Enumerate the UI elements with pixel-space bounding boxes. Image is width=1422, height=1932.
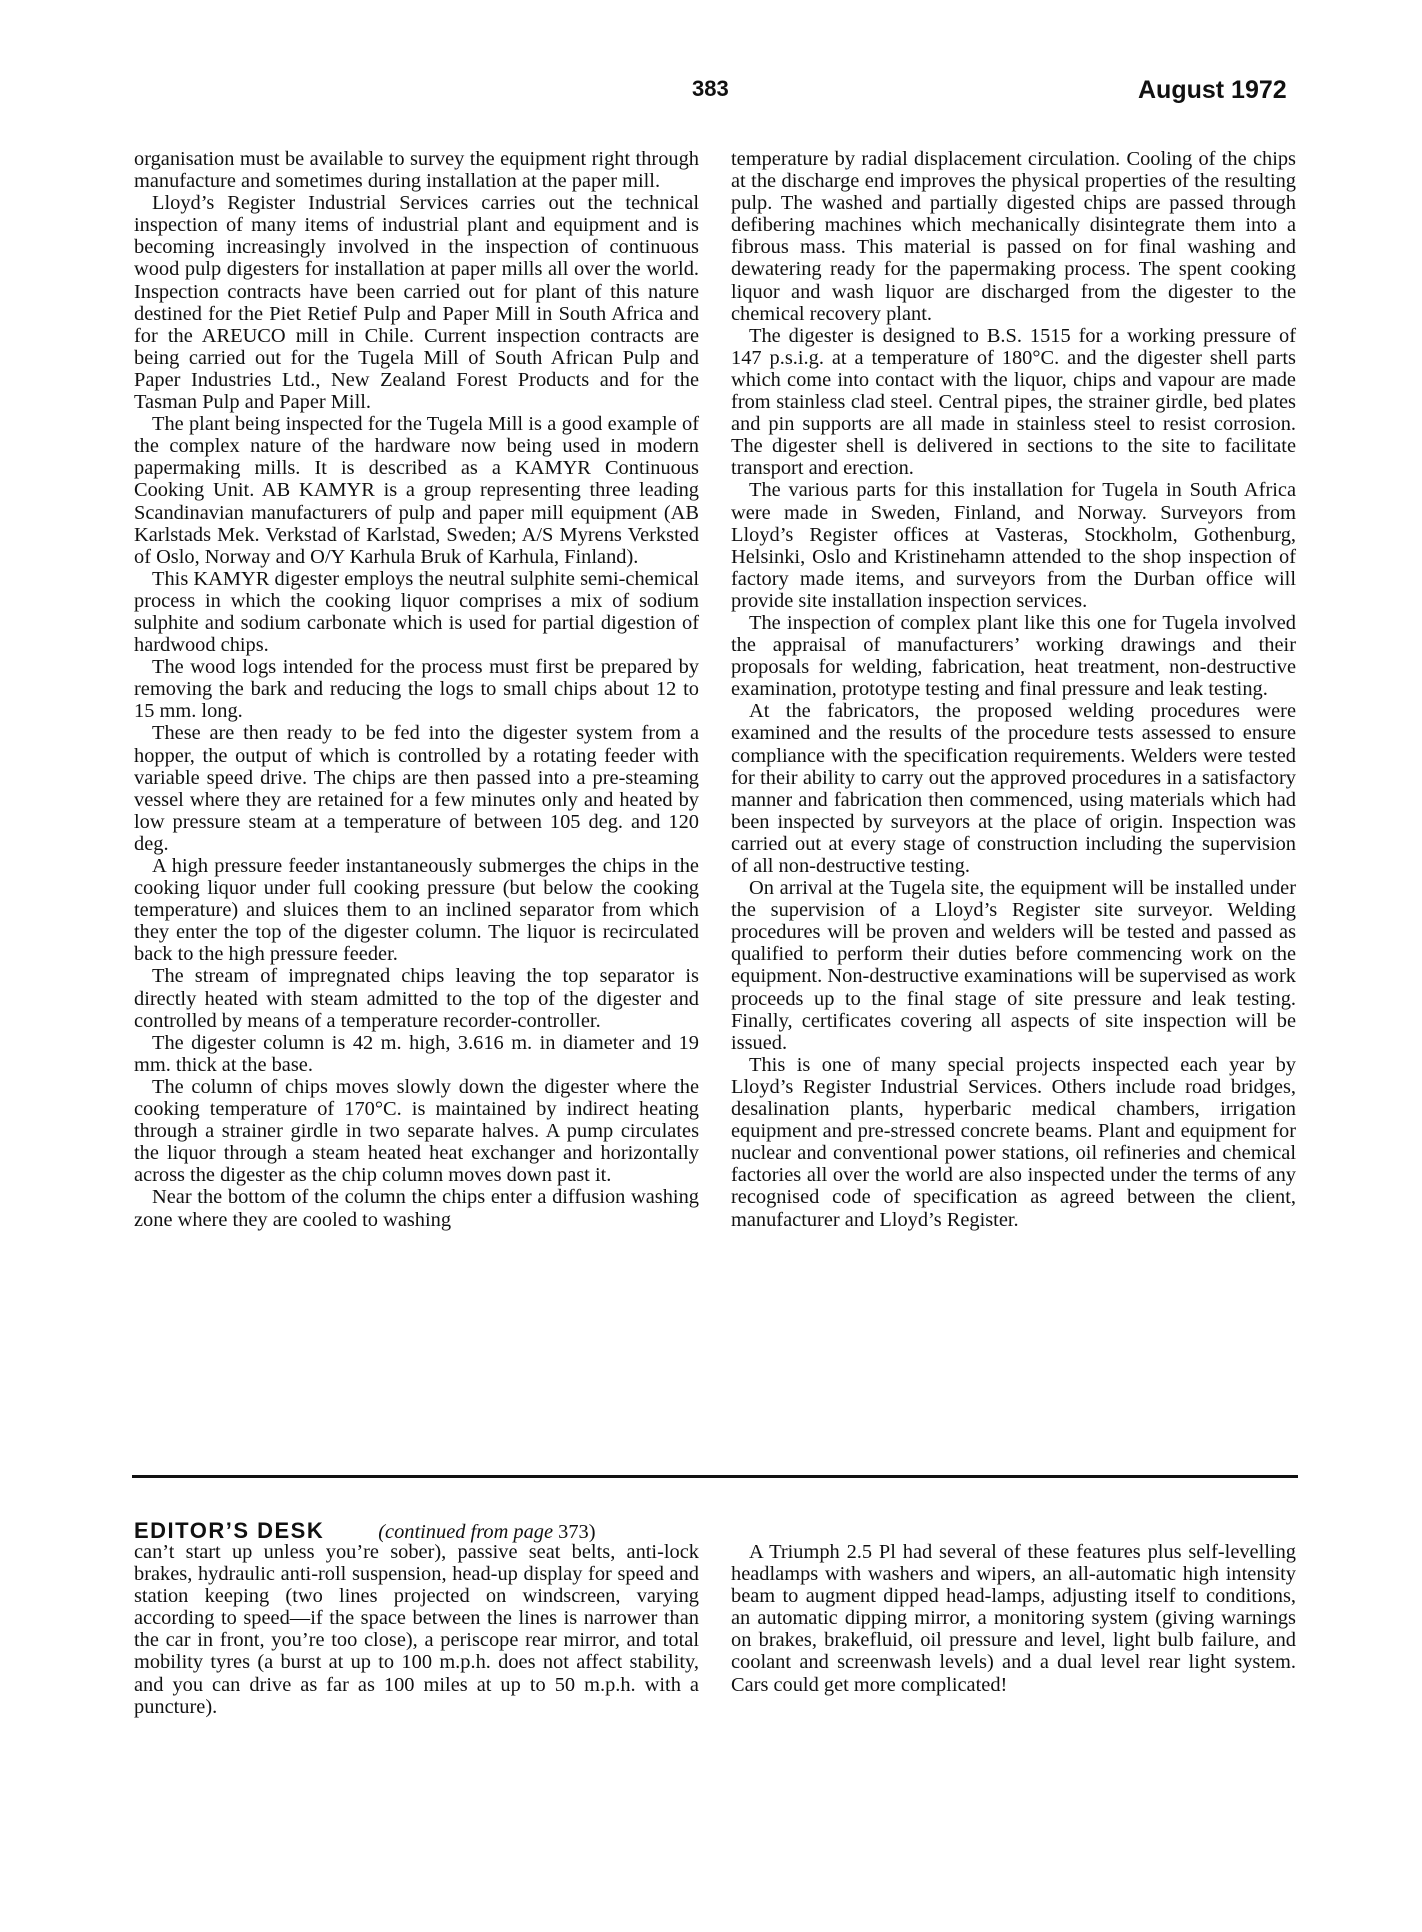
continued-label: (continued from page xyxy=(378,1521,554,1543)
article-paragraph: organisation must be available to survey the equipment right through manufacture and sometimes during installation at the paper mill. xyxy=(134,148,699,193)
article-paragraph: This is one of many special projects inspected each year by Lloyd’s Register Industrial Services. Others include road bridges, desalination plants, hyperbaric medical chambers, irrigation equipment and pre-stressed concrete beams. Plant and equipment for nuclear and conventional power stations, oil refineries and chemical factories all over the world are also inspected under the terms of any recognised code of specification as agreed between the client, manufacturer and Lloyd’s Register. xyxy=(731,1053,1296,1231)
article-left-column xyxy=(134,148,699,1231)
editors-desk-title: EDITOR’S DESK xyxy=(134,1518,325,1543)
article-paragraph: The digester is designed to B.S. 1515 for a working pressure of 147 p.s.i.g. at a temperature of 180°C. and the digester shell parts which come into contact with the liquor, chips and vapour are made from stainless clad steel. Central pipes, the strainer girdle, bed plates and pin supports are all made in stainless steel to resist corrosion. The digester shell is delivered in sections to the site to facilitate transport and erection. xyxy=(731,324,1296,480)
editors-desk-right-column xyxy=(731,1541,1296,1696)
editors-desk-left-column xyxy=(134,1541,699,1718)
page-header xyxy=(0,76,1422,110)
article-right-column xyxy=(731,148,1296,1231)
article-paragraph: temperature by radial displacement circulation. Cooling of the chips at the discharge end improves the physical properties of the resulting pulp. The washed and partially digested chips are passed through defibering machines which mechanically disintegrate them into a fibrous mass. This material is passed on for final washing and dewatering ready for the papermaking process. The spent cooking liquor and wash liquor are discharged from the digester to the chemical recovery plant. xyxy=(731,148,1296,325)
article-paragraph: The wood logs intended for the process must first be prepared by removing the bark and reducing the logs to small chips about 12 to 15 mm. long. xyxy=(134,656,699,723)
article-paragraph: The digester column is 42 m. high, 3.616 m. in diameter and 19 mm. thick at the base. xyxy=(134,1031,699,1076)
article-paragraph: The plant being inspected for the Tugela Mill is a good example of the complex nature of the hardware now being used in modern papermaking mills. It is described as a KAMYR Continuous Cooking Unit. AB KAMYR is a group representing three leading Scandinavian manufacturers of pulp and paper mill equipment (AB Karlstads Mek. Verkstad of Karlstad, Sweden; A/S Myrens Verksted of Oslo, Norway and O/Y Karhula Bruk of Karhula, Finland). xyxy=(134,413,699,568)
article-paragraph: A high pressure feeder instantaneously submerges the chips in the cooking liquor under full cooking pressure (but below the cooking temperature) and sluices them to an inclined separator from which they enter the top of the digester column. The liquor is recirculated back to the high pressure feeder. xyxy=(134,855,699,966)
article-paragraph: Lloyd’s Register Industrial Services carries out the technical inspection of many items of industrial plant and equipment and is becoming increasingly involved in the inspection of continuous wood pulp digesters for installation at paper mills all over the world. Inspection contracts have been carried out for plant of this nature destined for the Piet Retief Pulp and Paper Mill in South Africa and for the AREUCO mill in Chile. Current inspection contracts are being carried out for the Tugela Mill of South African Pulp and Paper Industries Ltd., New Zealand Forest Products and for the Tasman Pulp and Paper Mill. xyxy=(134,192,699,414)
continued-page: 373 xyxy=(558,1521,589,1543)
article-paragraph: The various parts for this installation for Tugela in South Africa were made in Sweden, Finland, and Norway. Surveyors from Lloyd’s Register offices at Vasteras, Stockholm, Gothenburg, Helsinki, Oslo and Kristinehamn attended to the shop inspection of factory made items, and surveyors from the Durban office will provide site installation inspection services. xyxy=(731,479,1296,612)
page-number: 383 xyxy=(692,76,729,101)
continued-note xyxy=(378,1521,595,1543)
article-paragraph: On arrival at the Tugela site, the equipment will be installed under the supervision of a Lloyd’s Register site surveyor. Welding procedures will be proven and welders will be tested and passed as qualified to perform their duties before commencing work on the equipment. Non-destructive examinations will be supervised as work proceeds up to the final stage of site pressure and leak testing. Finally, certificates covering all aspects of site inspection will be issued. xyxy=(731,877,1296,1054)
article-paragraph: This KAMYR digester employs the neutral sulphite semi-chemical process in which the cooking liquor comprises a mix of sodium sulphite and sodium carbonate which is used for partial digestion of hardwood chips. xyxy=(134,567,699,657)
article-paragraph: The inspection of complex plant like this one for Tugela involved the appraisal of manufacturers’ working drawings and their proposals for welding, fabrication, heat treatment, non-destructive examination, prototype testing and final pressure and leak testing. xyxy=(731,611,1296,701)
section-divider xyxy=(132,1475,1298,1478)
article-paragraph: At the fabricators, the proposed welding procedures were examined and the results of the procedure tests assessed to ensure compliance with the specification requirements. Welders were tested for their ability to carry out the approved procedures in a satisfactory manner and fabrication then commenced, using materials which had been inspected by surveyors at the place of origin. Inspection was carried out at every stage of construction including the supervision of all non-destructive testing. xyxy=(731,700,1296,877)
editors-desk-paragraph: A Triumph 2.5 Pl had several of these features plus self-levelling headlamps with washers and wipers, an all-automatic high intensity beam to augment dipped head-lamps, adjusting itself to conditions, an automatic dipping mirror, a monitoring system (giving warnings on brakes, brakefluid, oil pressure and level, light bulb failure, and coolant and screenwash levels) and a dual level rear light system. Cars could get more complicated! xyxy=(731,1541,1296,1696)
article-paragraph: Near the bottom of the column the chips enter a diffusion washing zone where they are cooled to washing xyxy=(134,1186,699,1231)
article-paragraph: The column of chips moves slowly down the digester where the cooking temperature of 170°C. is maintained by indirect heating through a strainer girdle in two separate halves. A pump circulates the liquor through a steam heated heat exchanger and horizontally across the digester as the chip column moves down past it. xyxy=(134,1075,699,1187)
article-paragraph: The stream of impregnated chips leaving the top separator is directly heated with steam admitted to the top of the digester and controlled by means of a temperature recorder-controller. xyxy=(134,965,699,1032)
editors-desk-paragraph: can’t start up unless you’re sober), passive seat belts, anti-lock brakes, hydraulic anti-roll suspension, head-up display for speed and station keeping (two lines projected on windscreen, varying according to speed—if the space between the lines is narrower than the car in front, you’re too close), a periscope rear mirror, and total mobility tyres (a burst at up to 100 m.p.h. does not affect stability, and you can drive as far as 100 miles at up to 50 m.p.h. with a puncture). xyxy=(134,1541,699,1718)
article-paragraph: These are then ready to be fed into the digester system from a hopper, the output of which is controlled by a rotating feeder with variable speed drive. The chips are then passed into a pre-steaming vessel where they are retained for a few minutes only and heated by low pressure steam at a temperature of between 105 deg. and 120 deg. xyxy=(134,722,699,855)
continued-close: ) xyxy=(588,1521,596,1543)
issue-date: August 1972 xyxy=(1138,76,1287,104)
